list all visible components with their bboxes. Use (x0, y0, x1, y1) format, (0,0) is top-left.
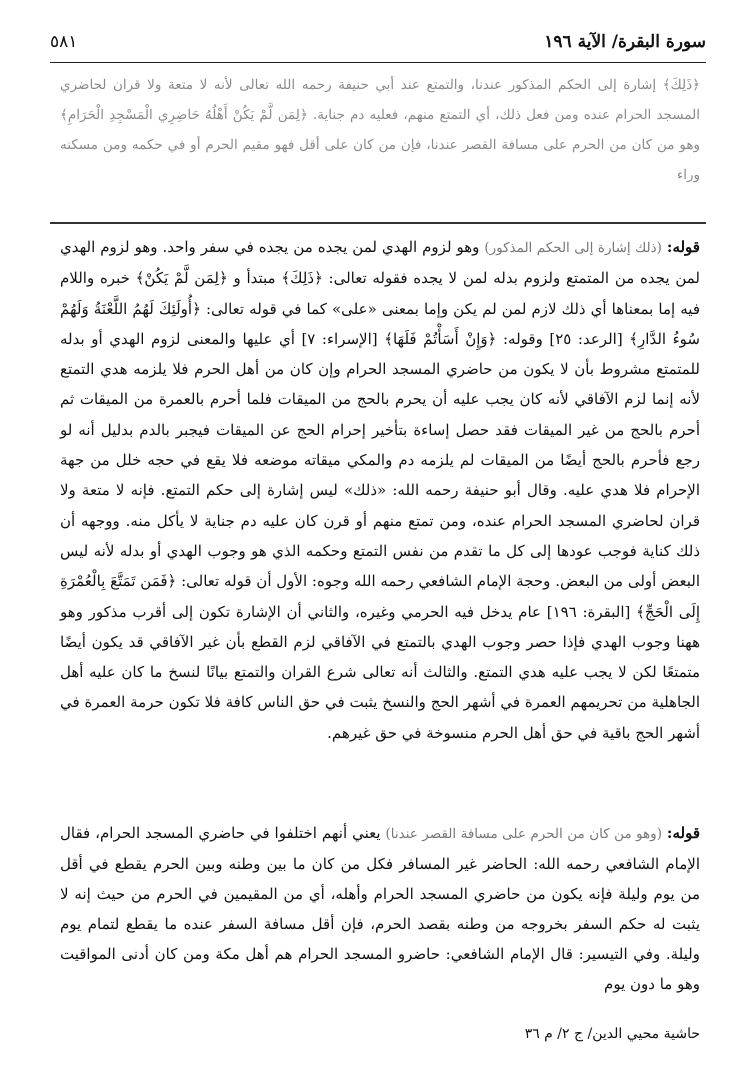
commentary-paragraph-1 (60, 232, 700, 748)
page-footer-signature: حاشية محيي الدين/ ج ٢/ م ٣٦ (524, 1026, 700, 1042)
matn-text: ﴿ذَلِكَ﴾ إشارة إلى الحكم المذكور عندنا، والتمتع عند أبي حنيفة رحمه الله تعالى لأنه لا متعة ولا قران لحاضري المسجد الحرام عنده ومن فعل ذلك، أي التمتع منهم، فعليه دم جناية. ﴿لِمَن لَّمْ يَكُنْ أَهْلُهُ حَاضِرِي الْمَسْجِدِ الْحَرَامِ﴾ وهو من كان من الحرم على مسافة القصر عندنا، فإن من كان على أقل فهو مقيم الحرم أو في حكمه ومن مسكنه وراء (60, 77, 700, 183)
quoted-matn: (ذلك إشارة إلى الحكم المذكور) (484, 240, 662, 256)
page-header (50, 32, 706, 52)
paragraph-body: وهو لزوم الهدي لمن يجده من يجده في سفر واحد. وهو لزوم الهدي لمن يجده من المتمتع ولزوم بدله لمن لا يجده فقوله تعالى: ﴿ذَلِكَ﴾ مبتدأ و ﴿لِمَن لَّمْ يَكُنْ﴾ خبره واللام فيه إما بمعناها أي ذلك لازم لمن لم يكن وإما بمعنى «على» كما في قوله تعالى: ﴿أُولَئِكَ لَهُمُ اللَّعْنَةُ وَلَهُمْ سُوءُ الدَّارِ﴾ [الرعد: ٢٥] وقوله: ﴿وَإِنْ أَسَأْتُمْ فَلَهَا﴾ [الإسراء: ٧] أي عليها والمعنى لزوم الهدي أو بدله للمتمتع مشروط بأن لا يكون من حاضري المسجد الحرام وإن كان من أهل الحرم فلا يلزمه هدي التمتع لأنه إنما لزم الآفاقي لأنه كان يجب عليه أن يحرم بالحج من الميقات فلما أحرم بالعمرة من الميقات ثم أحرم بالحج من غير الميقات فقد حصل إساءة بتأخير إحرام الحج عن الميقات فيجبر بالدم بدليل أنه لو رجع فأحرم بالحج أيضًا من الميقات لم يلزمه دم والمكي ميقاته موضعه فلا يقع في حجه خلل من جهة الإحرام فلا هدي عليه. وقال أبو حنيفة رحمه الله: «ذلك» ليس إشارة إلى حكم التمتع. فإنه لا متعة ولا قران لحاضري المسجد الحرام عنده، ومن تمتع منهم أو قرن كان عليه دم جناية لا يأكل منه. ووجهه أن ذلك كناية فوجب عودها إلى كل ما تقدم من نفس التمتع وحكمه الذي هو وجوب الهدي أو بدله لأنه ليس البعض أولى من البعض. وحجة الإمام الشافعي رحمه الله وجوه: الأول أن قوله تعالى: ﴿فَمَن تَمَتَّعَ بِالْعُمْرَةِ إِلَى الْحَجِّ﴾ [البقرة: ١٩٦] عام يدخل فيه الحرمي وغيره، والثاني أن الإشارة تكون إلى أقرب مذكور وهو ههنا وجوب الهدي فإذا حصر وجوب الهدي بالتمتع في الآفاقي لزم القطع بأن غير الآفاقي قد يكون أيضًا متمتعًا لكن لا يجب عليه هدي التمتع. والثالث أنه تعالى شرع القران والتمتع بيانًا لنسخ ما كان عليه أهل الجاهلية من تحريمهم العمرة في أشهر الحج والنسخ يثبت في حق الناس كافة فلا تكون حرمة العمرة في أشهر الحج باقية في حق أهل الحرم منسوخة في حق غيرهم. (60, 238, 700, 742)
quoted-matn: (وهو من كان من الحرم على مسافة القصر عندنا) (385, 826, 662, 842)
paragraph-keyword: قوله: (666, 824, 700, 842)
header-rule (50, 62, 706, 63)
running-title: سورة البقرة/ الآية ١٩٦ (544, 32, 706, 52)
paragraph-body: يعني أنهم اختلفوا في حاضري المسجد الحرام، فقال الإمام الشافعي رحمه الله: الحاضر غير المسافر فكل من كان ما بين وطنه وبين الحرم يقطع في أقل من يوم وليلة فإنه يكون من حاضري المسجد الحرام وأهله، أي من المقيمين في الحرم من حيث إنه لا يثبت له حكم السفر بخروجه من وطنه بقصد الحرم، فإن أقل مسافة السفر عنده ما يقطع لتمام يوم وليلة. وفي التيسير: قال الإمام الشافعي: حاضرو المسجد الحرام هم أهل مكة ومن كان أدنى المواقيت وهو ما دون يوم (60, 824, 700, 993)
separator-rule (50, 222, 706, 224)
commentary-paragraph-2 (60, 818, 700, 999)
paragraph-keyword: قوله: (666, 238, 700, 256)
page-number: ٥٨١ (50, 32, 78, 52)
